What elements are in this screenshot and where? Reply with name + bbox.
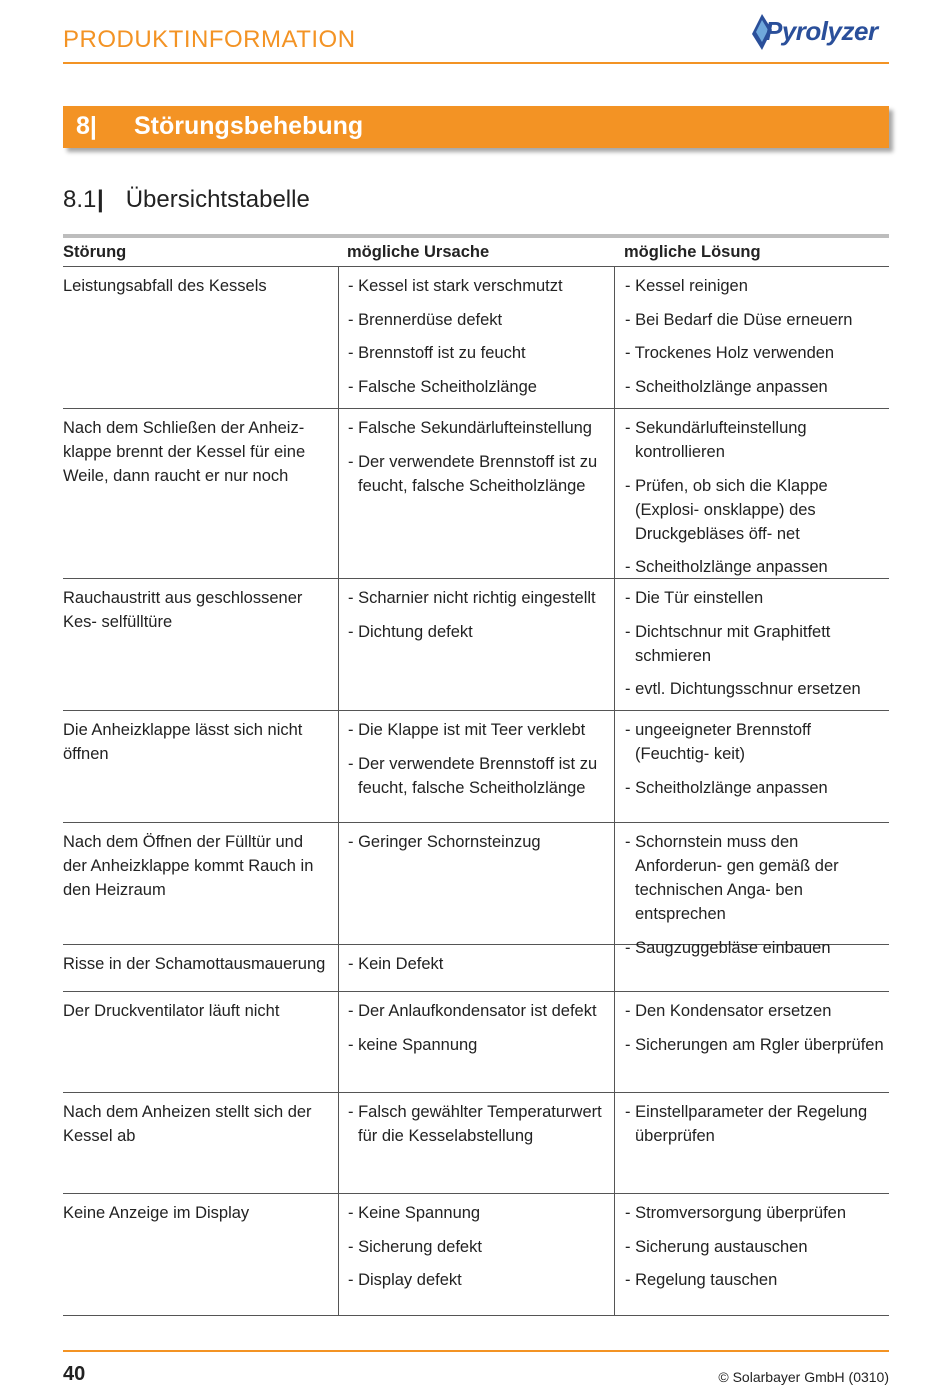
list-item: - Dichtschnur mit Graphitfett schmieren	[625, 622, 831, 665]
logo-text: Pyrolyzer	[765, 16, 878, 46]
list-item: - Sekundärlufteinstellung kontrollieren	[625, 419, 807, 461]
table-row	[63, 945, 889, 992]
list-item: - Trockenes Holz verwenden	[625, 344, 835, 362]
copyright: © Solarbayer GmbH (0310)	[718, 1369, 889, 1385]
header-rule	[63, 62, 889, 64]
list-item: - Kein Defekt	[348, 955, 444, 973]
subsection-bar: |	[97, 186, 104, 213]
footer-rule	[63, 1350, 889, 1352]
list-item: - Der Anlaufkondensator ist defekt	[348, 1002, 597, 1020]
list-item: - Falsch gewählter Temperaturwert für die Kesselabstellung	[348, 1103, 602, 1145]
cell-ursache	[338, 945, 614, 991]
cell-loesung	[614, 267, 889, 408]
table-row	[63, 1093, 889, 1194]
list-item: - Falsche Scheitholzlänge	[348, 377, 537, 396]
cell-stoerung: Der Druckventilator läuft nicht	[63, 1002, 280, 1020]
cell-stoerung: Leistungsabfall des Kessels	[63, 277, 267, 295]
header-title: PRODUKTINFORMATION	[63, 26, 356, 53]
cell-stoerung: Risse in der Schamottausmauerung	[63, 955, 326, 973]
cell-ursache	[338, 1093, 614, 1193]
cell-ursache	[338, 579, 614, 710]
table-row	[63, 823, 889, 957]
list-item: - Scheitholzlänge anpassen	[625, 377, 828, 396]
page-number: 40	[63, 1363, 86, 1385]
list-item: - Der verwendete Brennstoff ist zu feucht, falsche Scheitholzlänge	[348, 452, 598, 495]
list-item: - Sicherung defekt	[348, 1237, 482, 1256]
column-header-loesung: mögliche Lösung	[624, 243, 761, 261]
column-header-ursache: mögliche Ursache	[347, 243, 490, 261]
cell-loesung	[614, 1093, 889, 1193]
table-body	[63, 267, 889, 1316]
list-item: - Display defekt	[348, 1271, 462, 1289]
cell-stoerung: Die Anheizklappe lässt sich nicht öffnen	[63, 721, 303, 763]
table-row	[63, 267, 889, 409]
cell-stoerung: Nach dem Öffnen der Fülltür und der Anheizklappe kommt Rauch in den Heizraum	[63, 833, 314, 899]
list-item: - Die Tür einstellen	[625, 589, 764, 607]
section-heading-bar	[63, 106, 889, 148]
cell-ursache	[338, 711, 614, 822]
cell-loesung	[614, 823, 889, 957]
list-item: - ungeeigneter Brennstoff (Feuchtig- keit)	[625, 721, 811, 763]
subsection-number: 8.1	[63, 186, 97, 213]
table-header	[63, 238, 889, 267]
table-row	[63, 711, 889, 823]
list-item: - Dichtung defekt	[348, 622, 473, 641]
cell-loesung	[614, 409, 889, 578]
list-item: - keine Spannung	[348, 1035, 478, 1054]
list-item: - Bei Bedarf die Düse erneuern	[625, 310, 853, 329]
list-item: - Den Kondensator ersetzen	[625, 1002, 832, 1020]
list-item: - Geringer Schornsteinzug	[348, 833, 541, 851]
cell-stoerung: Keine Anzeige im Display	[63, 1204, 250, 1222]
list-item: - Scharnier nicht richtig eingestellt	[348, 589, 596, 607]
list-item: - Scheitholzlänge anpassen	[625, 558, 828, 576]
table-row	[63, 992, 889, 1093]
list-item: - Die Klappe ist mit Teer verklebt	[348, 721, 586, 739]
troubleshooting-table	[63, 234, 889, 1316]
list-item: - Kessel reinigen	[625, 277, 748, 295]
list-item: - Kessel ist stark verschmutzt	[348, 277, 563, 295]
list-item: - Sicherungen am Rgler überprüfen	[625, 1035, 884, 1054]
subsection-heading	[63, 186, 310, 214]
list-item: - Brennstoff ist zu feucht	[348, 344, 526, 362]
cell-ursache	[338, 267, 614, 408]
list-item: - Schornstein muss den Anforderun- gen gemäß der technischen Anga- ben entsprechen	[625, 833, 839, 923]
cell-loesung	[614, 711, 889, 822]
list-item: - Einstellparameter der Regelung überprüfen	[625, 1103, 868, 1145]
pyrolyzer-logo	[750, 10, 895, 58]
table-row	[63, 1194, 889, 1316]
list-item: - Sicherung austauschen	[625, 1237, 808, 1256]
cell-stoerung: Nach dem Anheizen stellt sich der Kessel ab	[63, 1103, 312, 1145]
list-item: - Saugzuggebläse einbauen	[625, 938, 831, 957]
list-item: - Prüfen, ob sich die Klappe (Explosi- onsklappe) des Druckgebläses öff- net	[625, 476, 828, 543]
cell-ursache	[338, 823, 614, 944]
list-item: - Regelung tauschen	[625, 1271, 778, 1289]
cell-ursache	[338, 409, 614, 578]
cell-ursache	[338, 1194, 614, 1315]
list-item: - Falsche Sekundärlufteinstellung	[348, 419, 592, 437]
cell-loesung	[614, 992, 889, 1092]
list-item: - Keine Spannung	[348, 1204, 481, 1222]
list-item: - Brennerdüse defekt	[348, 310, 503, 329]
section-number: 8|	[76, 112, 97, 140]
cell-stoerung: Rauchaustritt aus geschlossener Kes- selfülltüre	[63, 589, 303, 631]
table-row	[63, 409, 889, 579]
subsection-title: Übersichtstabelle	[125, 186, 310, 213]
column-header-stoerung: Störung	[63, 243, 127, 261]
list-item: - Scheitholzlänge anpassen	[625, 778, 828, 797]
list-item: - Stromversorgung überprüfen	[625, 1204, 847, 1222]
cell-loesung	[614, 579, 889, 710]
list-item: - Der verwendete Brennstoff ist zu feucht, falsche Scheitholzlänge	[348, 754, 598, 797]
cell-stoerung: Nach dem Schließen der Anheiz- klappe brennt der Kessel für eine Weile, dann raucht er nur noch	[63, 419, 306, 485]
cell-ursache	[338, 992, 614, 1092]
cell-loesung	[614, 1194, 889, 1315]
cell-loesung	[614, 945, 889, 991]
table-row	[63, 579, 889, 711]
section-title: Störungsbehebung	[134, 112, 364, 140]
list-item: - evtl. Dichtungsschnur ersetzen	[625, 680, 861, 698]
